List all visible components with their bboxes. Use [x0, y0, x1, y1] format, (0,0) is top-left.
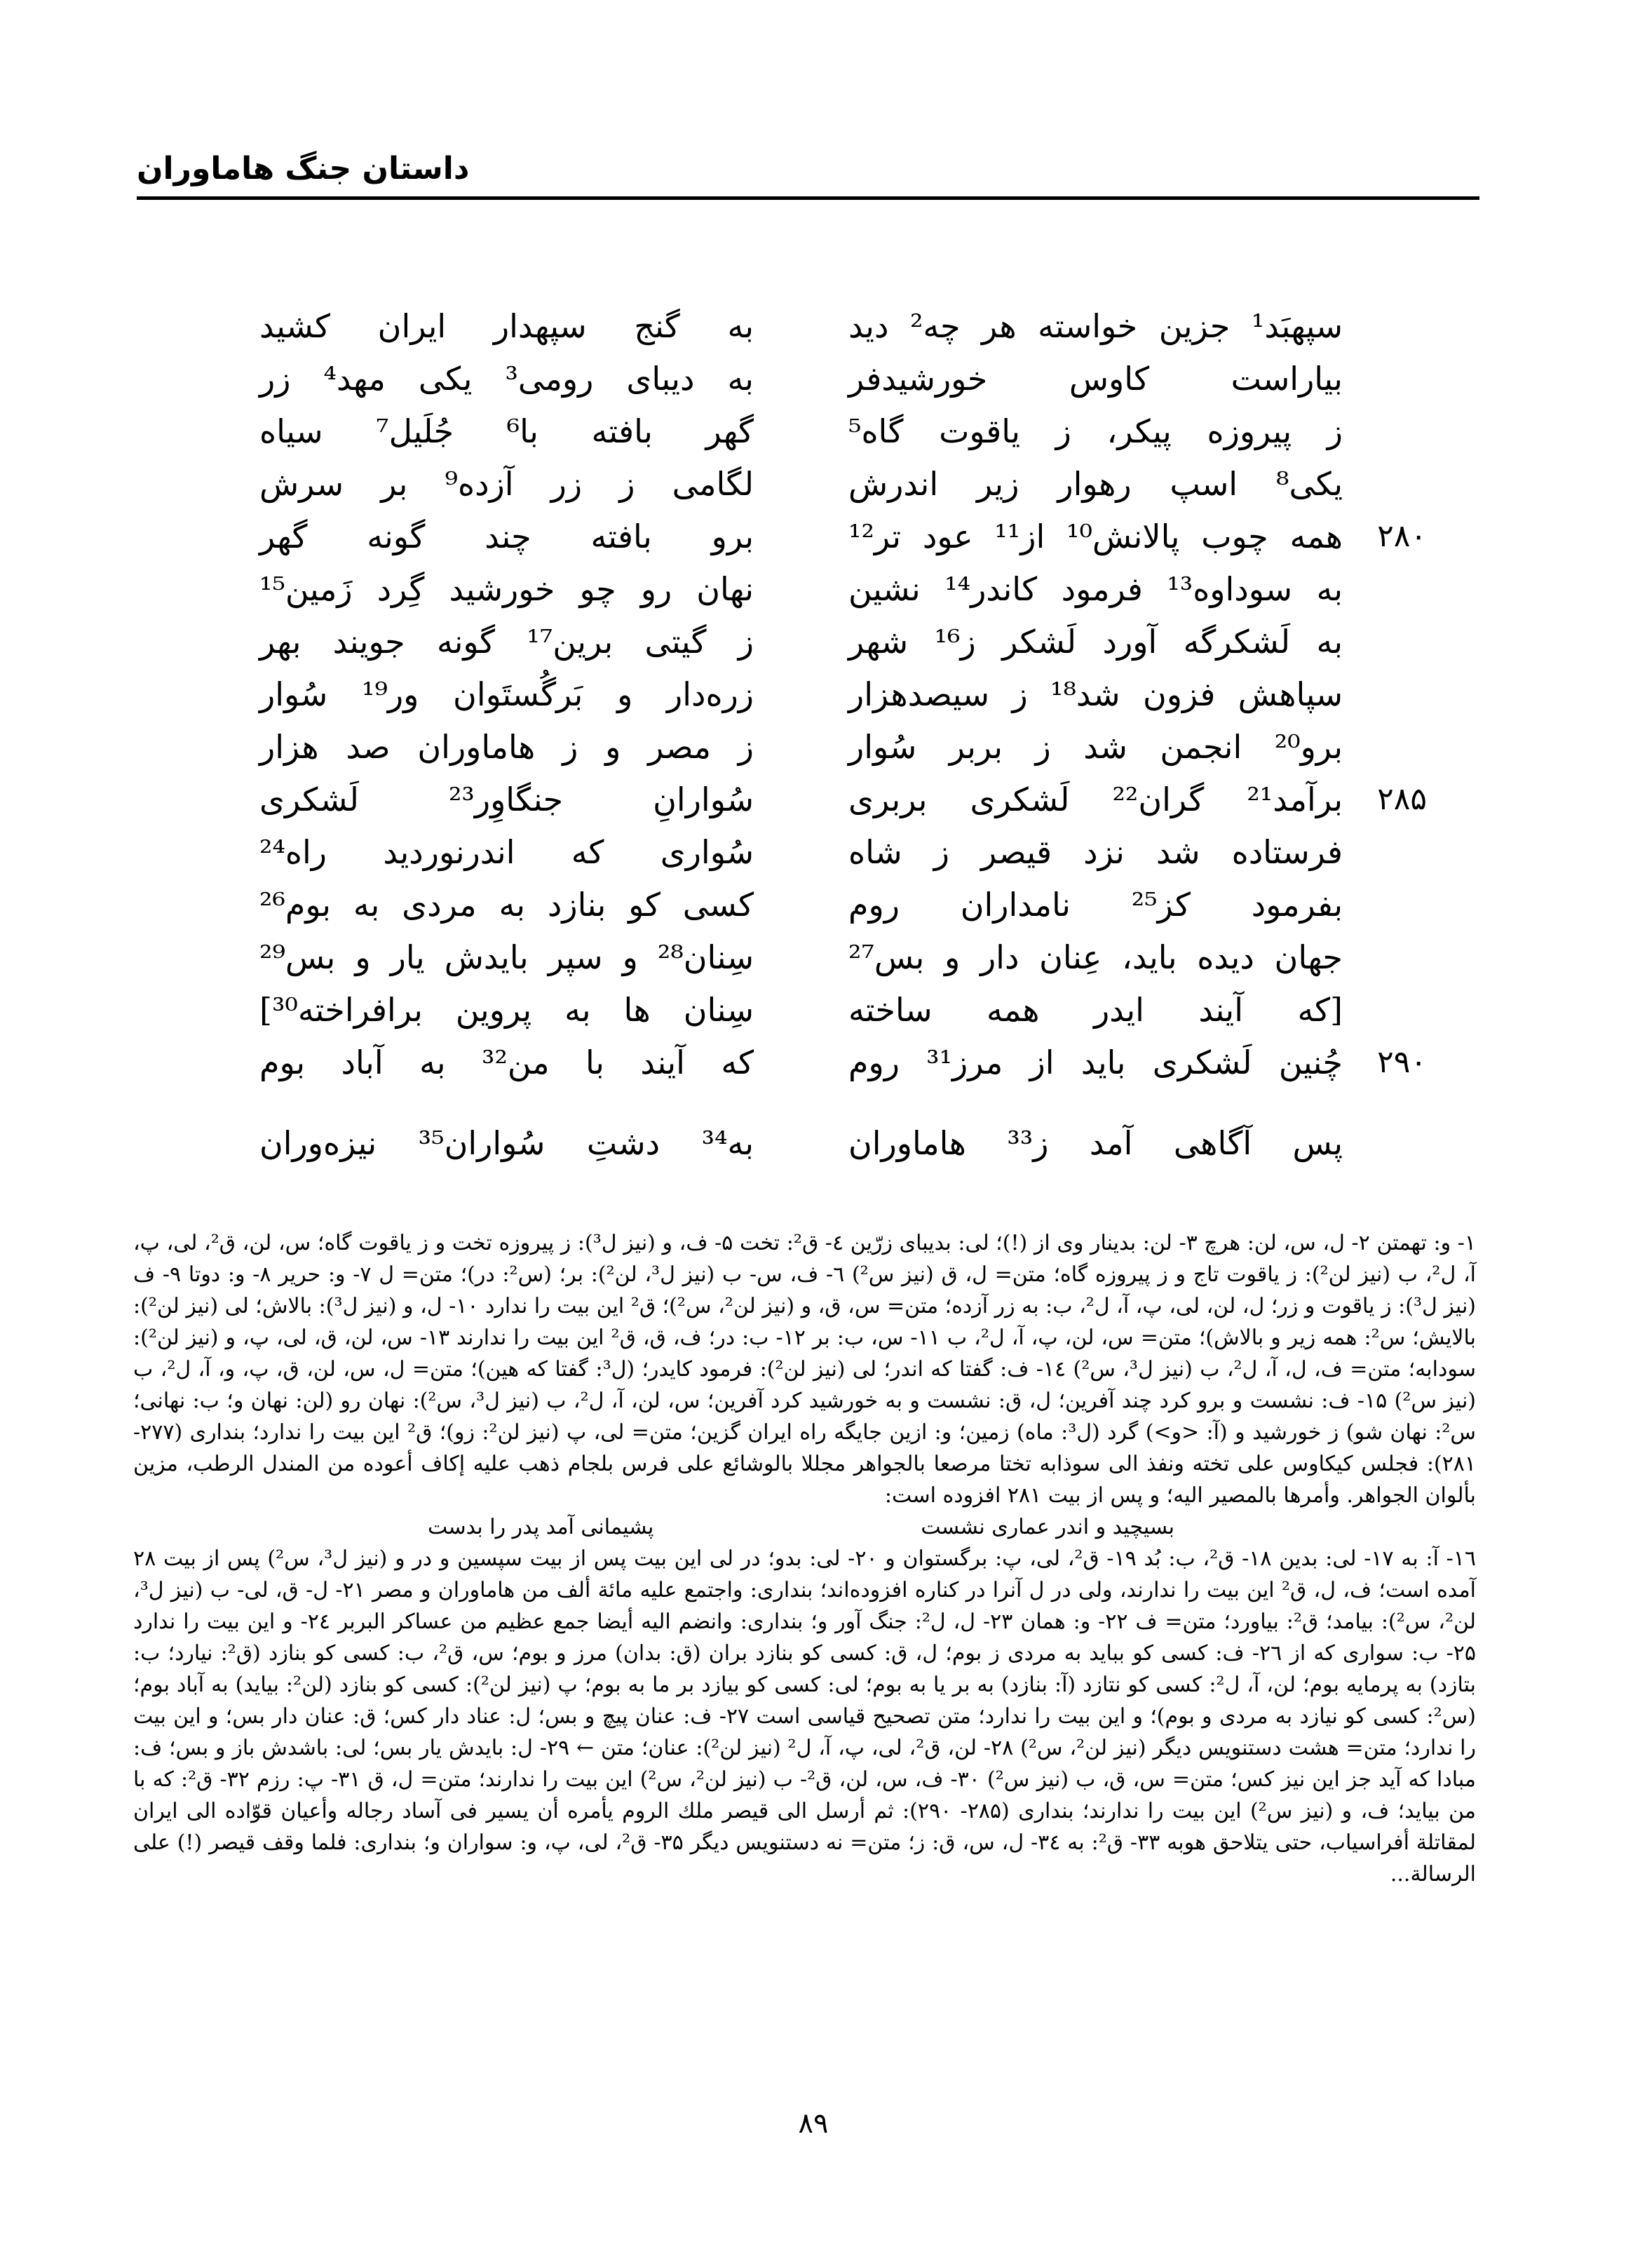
- verse-second-hemistich: که آیند با من³² به آباد بوم: [259, 1044, 754, 1081]
- added-verse-first-hemistich: بسیچید و اندر عماری نشست: [921, 1515, 1174, 1539]
- verse-first-hemistich: جهان دیده باید، عِنان دار و بس²⁷: [848, 938, 1343, 976]
- verse-row: [0, 617, 1633, 666]
- verse-second-hemistich: لگامی ز زر آزده⁹ بر سرش: [259, 465, 754, 503]
- verse-row: [0, 1038, 1633, 1087]
- verse-first-hemistich: چُنین لَشکری باید از مرز³¹ روم: [848, 1044, 1343, 1081]
- footnotes-block-1: ۱- و: تهمتن ۲- ل، س، لن: هرچ ۳- لن: بدینار وی از (!)؛ لی: بدیبای زرّین ٤- ق²: تخت ۵- ف، و (نیز ل³): ز پیروزه تخت و ز یاقوت گاه؛ س، لن، ق²، لی، پ، آ، ل²، ب (نیز لن²): ز یاقوت تاج و ز پیروزه گاه؛ متن= ل، ق (نیز س²) ٦- ف، س- ب (نیز ل³، لن²): بر؛ (س²: در)؛ متن= ل ۷- و: حریر ۸- و: دوتا ۹- ف (نیز ل³): ز یاقوت و زر؛ ل، لن، لی، پ، آ، ل²، ب: به زر آزده؛ متن= س، ق، و (نیز لن²، س²)؛ ق² این بیت را ندارد ۱۰- ل، و (نیز ل³): بالاش؛ لی (نیز لن²): بالایش؛ س²: همه زیر و بالاش)؛ متن= س، لن، پ، آ، ل²، ب ۱۱- س، ب: بر ۱۲- ب: در؛ ف، ق، ق² این بیت را ندارند ۱۳- س، لن، ق، لی، پ، و (نیز لن²): سودابه؛ متن= ف، ل، آ، ل²، ب (نیز ل³، س²) ١٤- ف: گفتا که اندر؛ لی (نیز لن²): فرمود کایدر؛ (ل³: گفتا که هین)؛ متن= ل، س، لن، ق، پ، و، آ، ل²، ب (نیز س²) ۱۵- ف: نشست و برو کرد چند آفرین؛ ل، ق: نشست و به خورشید کرد آفرین؛ س، لن، آ، ل²، ب (نیز ل³، س²): نهان رو (لن: نهان و؛ ب: نهانی؛ س²: نهان شو) ز خورشید و (آ: <و>) گرد (ل³: ماه) زمین؛ و: ازین جایگه راه ایران گزین؛ متن= لی، پ (نیز لن²: زو)؛ ق² این بیت را ندارد؛ بنداری (۲۷۷- ۲۸۱): فجلس کیکاوس علی تخته ونفذ الی سوذابه تختا مرصعا بالجواهر مجللا بالوشائع علی فرس بلجام ذهب علیه إکاف أعوده من المندل الرطب، مزین بألوان الجواهر. وأمرها بالمصیر الیه؛ و پس از بیت ۲۸۱ افزوده است:: [133, 1231, 1477, 1508]
- verse-first-hemistich: همه چوب پالانش¹⁰ از¹¹ عود تر¹²: [848, 518, 1343, 555]
- verse-row: [0, 565, 1633, 614]
- verse-row: [0, 302, 1633, 351]
- verse-number: ۲۹۰: [1377, 1044, 1427, 1080]
- verse-first-hemistich: سپهبَد¹ جزین خواسته هر چه² دید: [848, 307, 1343, 345]
- verse-second-hemistich: به دیبای رومی³ یکی مهد⁴ زر: [259, 360, 754, 398]
- page-title: داستان جنگ هاماوران: [137, 151, 470, 187]
- verse-row: [0, 880, 1633, 929]
- verse-number: ۲۸۵: [1377, 781, 1427, 817]
- verse-second-hemistich: سُوارانِ جنگاوِر²³ لَشکری: [259, 781, 754, 818]
- page-number: ۸۹: [798, 2107, 829, 2140]
- verse-row: [0, 512, 1633, 561]
- verse-second-hemistich: سُواری که اندرنوردید راه²⁴: [259, 833, 754, 871]
- verse-row: [0, 354, 1633, 403]
- verse-row: [0, 985, 1633, 1034]
- verse-first-hemistich: پس آگاهی آمد ز³³ هاماوران: [848, 1124, 1343, 1162]
- verse-row: [0, 828, 1633, 877]
- added-verse-second-hemistich: پشیمانی آمد پدر را بدست: [428, 1515, 654, 1539]
- verse-second-hemistich: ز مصر و ز هاماوران صد هزار: [259, 728, 754, 766]
- verse-row: [0, 407, 1633, 456]
- verse-second-hemistich: زره‌دار و بَرگُستَوان ور¹⁹ سُوار: [259, 675, 754, 713]
- critical-apparatus-footnotes: [133, 1227, 1476, 1890]
- verse-second-hemistich: سِنان²⁸ و سپر بایدش یار و بس²⁹: [259, 938, 754, 976]
- verse-second-hemistich: نهان رو چو خورشید گِرد زَمین¹⁵: [259, 570, 754, 608]
- verse-first-hemistich: بیاراست کاوس خورشیدفر: [848, 360, 1343, 398]
- verse-second-hemistich: گهر بافته با⁶ جُلَیل⁷ سیاه: [259, 412, 754, 450]
- verse-row: [0, 1119, 1633, 1168]
- verse-first-hemistich: فرستاده شد نزد قیصر ز شاه: [848, 833, 1343, 871]
- verse-number: ۲۸۰: [1377, 518, 1427, 554]
- verse-row: [0, 459, 1633, 508]
- verse-row: [0, 775, 1633, 824]
- running-header: [137, 133, 1479, 200]
- verse-second-hemistich: سِنان ها به پروین برافراخته³⁰]: [259, 991, 754, 1029]
- verse-second-hemistich: به³⁴ دشتِ سُواران³⁵ نیزه‌وران: [259, 1124, 754, 1162]
- verse-first-hemistich: به سوداوه¹³ فرمود کاندر¹⁴ نشین: [848, 570, 1343, 608]
- verse-row: [0, 670, 1633, 719]
- added-verse-after-281: [133, 1511, 1476, 1543]
- verse-first-hemistich: ز پیروزه پیکر، ز یاقوت گاه⁵: [848, 412, 1343, 450]
- verse-second-hemistich: کسی کو بنازد به مردی به بوم²⁶: [259, 886, 754, 924]
- verse-second-hemistich: به گنج سپهدار ایران کشید: [259, 307, 754, 345]
- verse-second-hemistich: برو بافته چند گونه گهر: [259, 518, 754, 555]
- verse-first-hemistich: [که آیند ایدر همه ساخته: [848, 991, 1343, 1029]
- footnotes-block-2: ۱٦- آ: به ۱۷- لی: بدین ۱۸- ق²، ب: بُد ۱۹- ق²، لی، پ: برگستوان و ۲۰- لی: بدو؛ در لی این بیت پس از بیت سپسین و در و (نیز ل³، س²) پس از بیت ۲۸ آمده است؛ ف، ل، ق² این بیت را ندارند، ولی در ل آنرا در کناره افزوده‌اند؛ بنداری: واجتمع علیه مائة ألف من هاماوران و مصر ۲۱- ل- ق، لی- ب (نیز ل³، لن²، س²): بیامد؛ ق²: بیاورد؛ متن= ف ۲۲- و: همان ۲۳- ل، ل²: جنگ آور و؛ بنداری: وانضم الیه أیضا جمع عظیم من عساکر البربر ٢٤- و این بیت را ندارد ۲۵- ب: سواری که از ۲٦- ف: کسی کو بباید به مردی ز بوم؛ ل، ق: کسی کو بنازد بران (ق: بدان) مرز و بوم؛ س، ق²، ب: کسی کو بنازد (ق²: نیارد؛ ب: بتازد) به پرمایه بوم؛ لن، آ، ل²: کسی کو نتازد (آ: بنازد) به بر یا به بوم؛ لی: کسی کو بیازد بر ما به بوم؛ پ (نیز لن²): کسی کو بنازد (لن²: بیاید) به آباد بوم؛ (س²: کسی کو نیازد به مردی و بوم)؛ و این بیت را ندارد؛ متن تصحیح قیاسی است ۲۷- ف: عنان پیچ و بس؛ ل: عناد دار کس؛ ق: عنان دار بس؛ و این بیت را ندارد؛ متن= هشت دستنویس دیگر (نیز لن²، س²) ۲۸- لن، ق²، لی، پ، آ، ل² (نیز لن²): عنان؛ متن ← ۲۹- ل: بایدش یار بس؛ لی: باشدش باز و بس؛ ف: مبادا که آید جز این نیز کس؛ متن= س، ق، ب (نیز س²) ۳۰- ف، س، لن، ق²- ب (نیز لن²، س²) این بیت را ندارند؛ متن= ل، ق ۳۱- پ: رزم ۳۲- ق²: که با من بیاید؛ ف، و (نیز س²) این بیت را ندارند؛ بنداری (۲۸۵- ۲۹۰): ثم أرسل الی قیصر ملك الروم یأمره أن یسیر فی آساد رجاله وأعیان قوّاده الی ایران لمقاتلة أفراسیاب، حتی یتلاحق هوبه ۳۳- ق²: به ٣٤- ل، س، ق: ز؛ متن= نه دستنویس دیگر ۳۵- ق²، لی، پ، و: سواران و؛ بنداری: فلما وقف قیصر (!) علی الرسالة...: [133, 1546, 1477, 1886]
- verse-second-hemistich: ز گیتی برین¹⁷ گونه جویند بهر: [259, 623, 754, 661]
- verse-first-hemistich: بفرمود کز²⁵ نامداران روم: [848, 886, 1343, 924]
- verse-first-hemistich: برو²⁰ انجمن شد ز بربر سُوار: [848, 728, 1343, 766]
- verse-first-hemistich: برآمد²¹ گران²² لَشکری بربری: [848, 781, 1343, 818]
- verse-row: [0, 933, 1633, 982]
- verse-first-hemistich: به لَشکرگه آورد لَشکر ز¹⁶ شهر: [848, 623, 1343, 661]
- verse-row: [0, 722, 1633, 771]
- verse-first-hemistich: سپاهش فزون شد¹⁸ ز سیصدهزار: [848, 675, 1343, 713]
- verse-first-hemistich: یکی⁸ اسپ رهوار زیر اندرش: [848, 465, 1343, 503]
